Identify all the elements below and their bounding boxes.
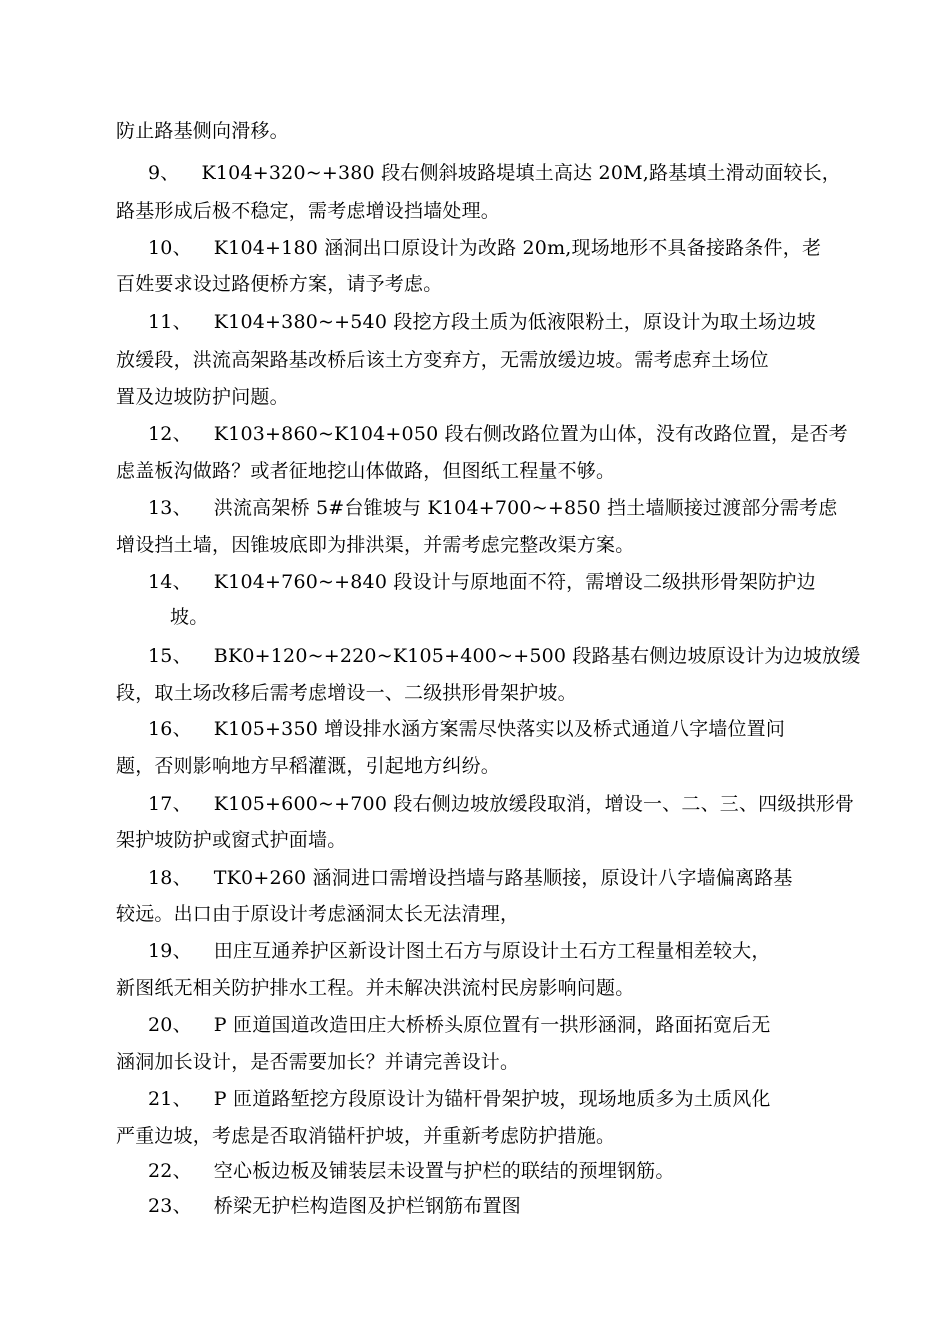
item-text: K104+320~+380 段右侧斜坡路堤填土高达 20M,路基填土滑动面较长， <box>201 162 842 184</box>
item-text: K104+760~+840 段设计与原地面不符，需增设二级拱形骨架防护边 <box>213 571 816 593</box>
item-text: K104+180 涵洞出口原设计为改路 20m,现场地形不具备接路条件，老 <box>213 237 822 259</box>
item-number: 23、 <box>148 1195 192 1217</box>
item-text: K105+600~+700 段右侧边坡放缓段取消，增设一、二、三、四级拱形骨 <box>213 793 855 815</box>
item-text: 洪流高架桥 5#台锥坡与 K104+700~+850 挡土墙顺接过渡部分需考虑 <box>213 497 838 519</box>
item-number: 9、 <box>148 162 180 184</box>
item-number: 19、 <box>148 940 192 962</box>
list-item-23-first-line <box>148 1193 521 1219</box>
list-item-17-first-line <box>148 791 854 817</box>
item-number: 15、 <box>148 645 192 667</box>
list-item-12-line: 虑盖板沟做路？或者征地挖山体做路，但图纸工程量不够。 <box>116 460 616 482</box>
list-item-11-line: 放缓段，洪流高架路基改桥后该土方变弃方，无需放缓边坡。需考虑弃土场位 <box>116 349 769 371</box>
item-text: P 匝道国道改造田庄大桥桥头原位置有一拱形涵洞，路面拓宽后无 <box>213 1014 771 1036</box>
item-number: 14、 <box>148 571 192 593</box>
list-item-11-first-line <box>148 309 816 335</box>
list-item-16-first-line <box>148 716 785 742</box>
item-number: 18、 <box>148 867 192 889</box>
item-number: 10、 <box>148 237 192 259</box>
item-number: 11、 <box>148 311 192 333</box>
item-text: 桥梁无护栏构造图及护栏钢筋布置图 <box>213 1195 521 1217</box>
item-text: K105+350 增设排水涵方案需尽快落实以及桥式通道八字墙位置问 <box>213 718 786 740</box>
item-number: 20、 <box>148 1014 192 1036</box>
item-text: TK0+260 涵洞进口需增设挡墙与路基顺接，原设计八字墙偏离路基 <box>213 867 793 889</box>
list-item-21-first-line <box>148 1086 771 1112</box>
list-item-17-line: 架护坡防护或窗式护面墙。 <box>116 829 347 851</box>
list-item-10-line: 百姓要求设过路便桥方案，请予考虑。 <box>116 273 443 295</box>
list-item-18-line: 较远。出口由于原设计考虑涵洞太长无法清理， <box>116 903 520 925</box>
list-item-20-first-line <box>148 1012 771 1038</box>
list-item-10-first-line <box>148 235 821 261</box>
list-item-9-line: 路基形成后极不稳定，需考虑增设挡墙处理。 <box>116 200 501 222</box>
list-item-18-first-line <box>148 865 793 891</box>
item-text: P 匝道路堑挖方段原设计为锚杆骨架护坡，现场地质多为土质风化 <box>213 1088 771 1110</box>
list-item-15-line: 段，取土场改移后需考虑增设一、二级拱形骨架护坡。 <box>116 682 577 704</box>
list-item-13-line: 增设挡土墙，因锥坡底即为排洪渠，并需考虑完整改渠方案。 <box>116 534 635 556</box>
list-item-22-first-line <box>148 1158 675 1184</box>
list-item-19-line: 新图纸无相关防护排水工程。并未解决洪流村民房影响问题。 <box>116 977 635 999</box>
item-text: K104+380~+540 段挖方段土质为低液限粉土，原设计为取土场边坡 <box>213 311 816 333</box>
item-number: 12、 <box>148 423 192 445</box>
intro-line: 防止路基侧向滑移。 <box>116 120 289 142</box>
item-text: 空心板边板及铺装层未设置与护栏的联结的预埋钢筋。 <box>213 1160 675 1182</box>
list-item-14-first-line <box>148 569 816 595</box>
list-item-21-line: 严重边坡，考虑是否取消锚杆护坡，并重新考虑防护措施。 <box>116 1125 616 1147</box>
list-item-14-line: 坡。 <box>170 606 209 628</box>
list-item-13-first-line <box>148 495 837 521</box>
item-number: 22、 <box>148 1160 192 1182</box>
item-number: 17、 <box>148 793 192 815</box>
list-item-15-first-line <box>148 643 860 669</box>
item-number: 21、 <box>148 1088 192 1110</box>
item-text: K103+860~K104+050 段右侧改路位置为山体，没有改路位置，是否考 <box>213 423 848 445</box>
list-item-19-first-line <box>148 938 771 964</box>
item-number: 16、 <box>148 718 192 740</box>
list-item-12-first-line <box>148 421 848 447</box>
list-item-16-line: 题，否则影响地方早稻灌溉，引起地方纠纷。 <box>116 755 501 777</box>
item-number: 13、 <box>148 497 192 519</box>
item-text: 田庄互通养护区新设计图土石方与原设计土石方工程量相差较大， <box>213 940 771 962</box>
list-item-9-first-line <box>148 160 841 186</box>
item-text: BK0+120~+220~K105+400~+500 段路基右侧边坡原设计为边坡放缓 <box>213 645 861 667</box>
list-item-20-line: 涵洞加长设计，是否需要加长？并请完善设计。 <box>116 1051 520 1073</box>
list-item-11-line: 置及边坡防护问题。 <box>116 386 289 408</box>
